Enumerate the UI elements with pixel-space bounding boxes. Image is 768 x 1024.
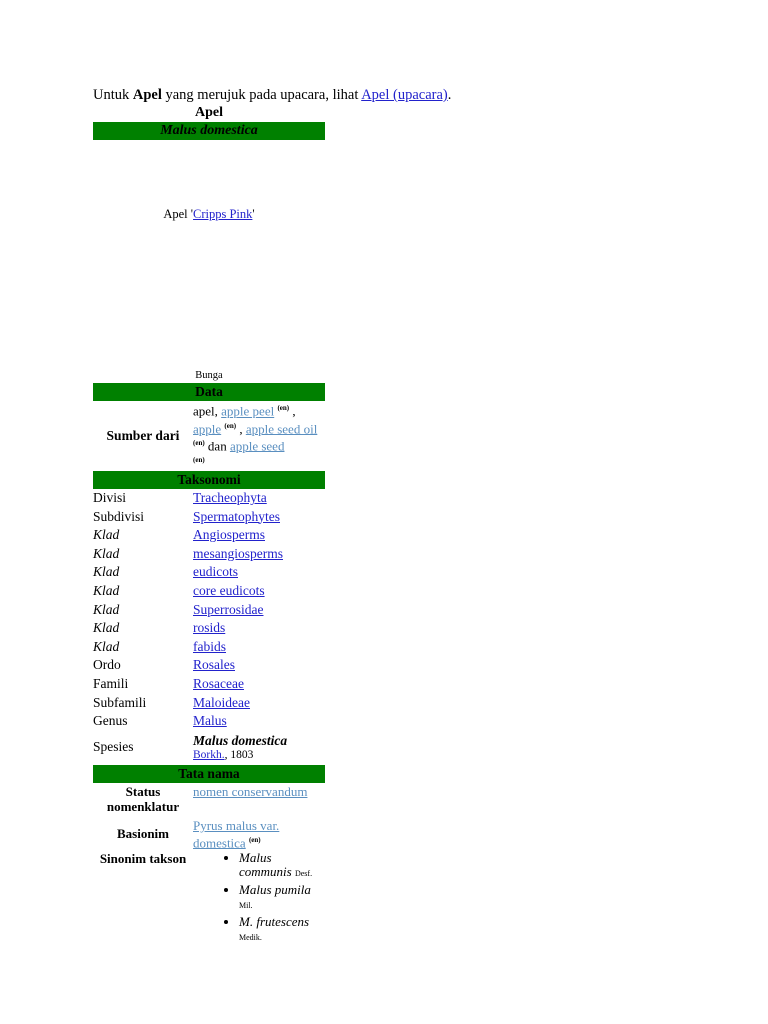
source-row [93, 401, 325, 471]
source-label: Sumber dari [106, 428, 180, 443]
taxon-link[interactable]: mesangiosperms [193, 545, 283, 561]
taxonomy-row [93, 656, 325, 675]
intro-suffix: . [447, 87, 452, 103]
species-year: , 1803 [224, 748, 254, 761]
taxonomy-row [93, 489, 325, 508]
caption1-suffix: ' [252, 207, 255, 221]
cripps-pink-link[interactable]: Cripps Pink [193, 207, 253, 221]
taxon-link[interactable]: Rosales [193, 657, 235, 673]
rank-label: Klad [93, 601, 120, 617]
scientific-name-header: Malus domestica [93, 122, 325, 140]
synonym-name: Malus communis [239, 849, 292, 879]
rank-label: Klad [93, 638, 120, 654]
image-placeholder-2 [93, 222, 325, 368]
rank-label: Divisi [93, 490, 127, 505]
taxon-link[interactable]: Tracheophyta [193, 490, 267, 505]
rank-label: Klad [93, 564, 120, 580]
rank-label: Klad [93, 582, 120, 598]
basionym-label: Basionim [116, 826, 169, 842]
synonym-author: Desf. [294, 868, 313, 878]
apple-link[interactable]: apple [193, 421, 222, 436]
taxon-link[interactable]: core eudicots [193, 582, 265, 598]
intro-prefix: Untuk [93, 87, 133, 103]
lang-tag: (en) [193, 456, 205, 465]
synonym-author: Mil. [239, 900, 253, 910]
caption1-prefix: Apel ' [163, 207, 194, 221]
source-sep-1: , [289, 403, 296, 419]
taxon-link[interactable]: Maloideae [193, 694, 250, 710]
taxonomy-table [93, 489, 325, 765]
taxon-link[interactable]: eudicots [193, 564, 238, 580]
taxon-link[interactable]: fabids [193, 638, 226, 654]
taxonomy-row [93, 694, 325, 713]
pyrus-malus-link[interactable]: Pyrus malus var. domestica [193, 818, 280, 851]
taxonomy-row [93, 712, 325, 731]
taxonomy-row [93, 601, 325, 620]
rank-label: Ordo [93, 657, 121, 673]
basionym-row [93, 818, 325, 851]
taxon-link[interactable]: Angiosperms [193, 527, 265, 543]
intro-hatnote [93, 87, 451, 104]
nomen-conservandum-link[interactable]: nomen conservandum [193, 783, 308, 799]
taxonomy-row [93, 619, 325, 638]
taxonomy-header: Taksonomi [93, 471, 325, 489]
taxon-link[interactable]: rosids [193, 620, 226, 636]
source-value [193, 401, 325, 470]
intro-bold-word: Apel [132, 87, 162, 103]
taxon-link[interactable]: Malus [193, 713, 227, 729]
synonym-item [239, 851, 325, 881]
species-rank-label: Spesies [93, 739, 134, 755]
synonym-name: M. frutescens [239, 913, 310, 929]
apel-upacara-link[interactable]: Apel (upacara) [361, 87, 448, 103]
rank-label: Genus [93, 713, 128, 729]
taxonomy-row [93, 563, 325, 582]
rank-label: Subdivisi [93, 508, 145, 524]
synonym-list [193, 851, 325, 945]
data-header: Data [93, 383, 325, 401]
source-sep-2: , [236, 421, 246, 436]
taxonomy-row [93, 545, 325, 564]
taxonomy-row [93, 675, 325, 694]
apple-seed-link[interactable]: apple seed [229, 438, 285, 454]
taxonomy-row [93, 526, 325, 545]
nomenclature-header: Tata nama [93, 765, 325, 783]
status-label: Status nomenklatur [106, 783, 180, 814]
taxonomy-row [93, 508, 325, 527]
intro-middle: yang merujuk pada upacara, lihat [161, 87, 362, 103]
lang-tag: (en) [248, 836, 261, 845]
taxonomy-row [93, 582, 325, 601]
rank-label: Subfamili [93, 694, 147, 710]
species-name: Malus domestica [193, 732, 288, 748]
synonym-item [239, 915, 325, 945]
taxon-link[interactable]: Superrosidae [193, 601, 264, 617]
synonym-item [239, 883, 325, 913]
apple-seed-oil-link[interactable]: apple seed oil [245, 421, 318, 436]
apple-peel-link[interactable]: apple peel [221, 403, 275, 419]
lang-tag: (en) [193, 439, 205, 447]
source-text-1: apel, [193, 403, 222, 419]
synonym-author: Medik. [239, 932, 262, 942]
image-placeholder-1 [93, 140, 325, 207]
lang-tag: (en) [277, 404, 290, 413]
rank-label: Famili [93, 675, 129, 691]
rank-label: Klad [93, 620, 120, 636]
taxonomy-row [93, 638, 325, 657]
borkh-link[interactable]: Borkh. [193, 748, 225, 761]
taxobox [93, 104, 325, 947]
species-row [93, 731, 325, 765]
taxon-link[interactable]: Rosaceae [193, 675, 244, 691]
source-and: dan [204, 438, 230, 454]
infobox-title: Apel [195, 105, 223, 120]
lang-tag: (en) [224, 421, 237, 430]
synonym-row [93, 851, 325, 947]
synonym-label: Sinonim takson [99, 850, 187, 866]
rank-label: Klad [93, 545, 120, 561]
rank-label: Klad [93, 527, 120, 543]
taxon-link[interactable]: Spermatophytes [193, 508, 280, 524]
synonym-name: Malus pumila [239, 881, 311, 897]
image-caption-1 [93, 207, 325, 222]
status-row [93, 783, 325, 818]
image-caption-2: Bunga [195, 370, 223, 381]
